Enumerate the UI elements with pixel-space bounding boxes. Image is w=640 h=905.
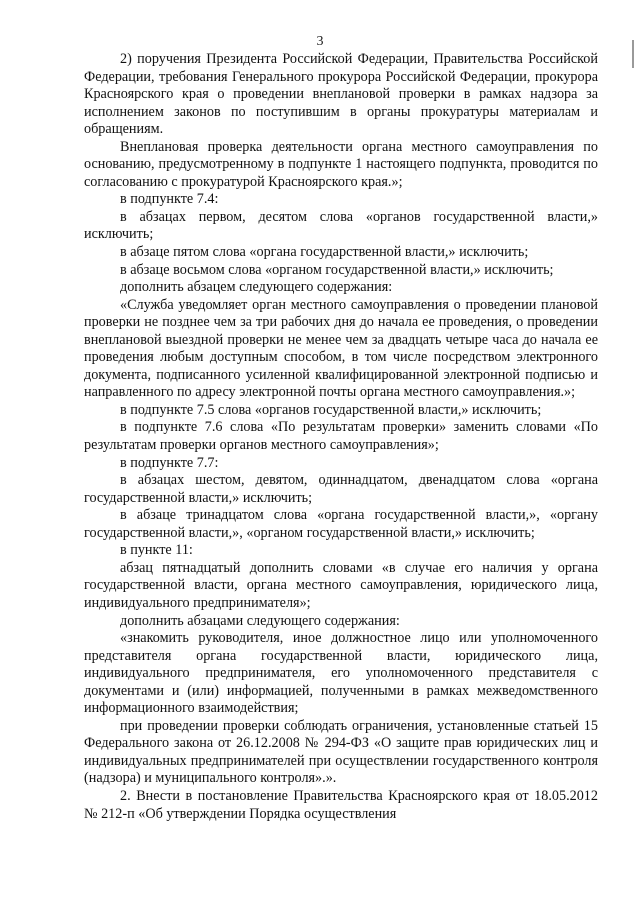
paragraph: в абзаце тринадцатом слова «органа государственной власти,», «органу государственной власти,», «органом государственной власти,» исключить; bbox=[84, 507, 598, 541]
paragraph: в абзацах первом, десятом слова «органов государственной власти,» исключить; bbox=[84, 208, 598, 243]
paragraph: при проведении проверки соблюдать ограничения, установленные статьей 15 Федерального закона от 26.12.2008 № 294-ФЗ «О защите прав юридических лиц и индивидуальных предпринимателей при осуществлении государственного контроля (надзора) и муниципального контроля».». bbox=[84, 717, 598, 787]
paragraph: в абзаце пятом слова «органа государственной власти,» исключить; bbox=[120, 244, 529, 261]
document-body bbox=[84, 51, 598, 823]
paragraph: абзац пятнадцатый дополнить словами «в случае его наличия у органа государственной власти, органа местного самоуправления, юридического лица, индивидуального предпринимателя»; bbox=[84, 559, 598, 611]
paragraph: в подпункте 7.6 слова «По результатам проверки» заменить словами «По результатам проверки органов местного самоуправления»; bbox=[84, 419, 598, 454]
paragraph: дополнить абзацем следующего содержания: bbox=[120, 279, 393, 296]
paragraph: в абзацах шестом, девятом, одиннадцатом, двенадцатом слова «органа государственной власти,» исключить; bbox=[84, 472, 598, 506]
paragraph: в абзаце восьмом слова «органом государственной власти,» исключить; bbox=[120, 261, 554, 278]
paragraph: 2. Внести в постановление Правительства Красноярского края от 18.05.2012 № 212-п «Об утверждении Порядка осуществления bbox=[84, 787, 598, 822]
paragraph: в подпункте 7.7: bbox=[120, 454, 219, 471]
paragraph: в подпункте 7.5 слова «органов государственной власти,» исключить; bbox=[120, 401, 542, 418]
paragraph: «Служба уведомляет орган местного самоуправления о проведении плановой проверки не позднее чем за три рабочих дня до начала ее проведения, о проведении внеплановой выездной проверки не менее чем за двадцать четыре часа до начала ее проведения любым доступным способом, в том числе посредством электронного документа, подписанного усиленной квалифицированной электронной подписью и направленного по адресу электронной почты органа местного самоуправления.»; bbox=[84, 296, 598, 401]
page-number: 3 bbox=[316, 34, 324, 49]
paragraph: Внеплановая проверка деятельности органа местного самоуправления по основанию, предусмотренному в подпункте 1 настоящего подпункта, проводится по согласованию с прокуратурой Красноярского края.»; bbox=[84, 138, 598, 190]
paragraph: в пункте 11: bbox=[120, 542, 193, 559]
paragraph: дополнить абзацами следующего содержания: bbox=[120, 612, 400, 629]
paragraph: 2) поручения Президента Российской Федерации, Правительства Российской Федерации, требования Генерального прокурора Российской Федерации, прокурора Красноярского края о проведении внеплановой проверки в рамках надзора за исполнением законов по поступившим в органы прокуратуры материалам и обращениям. bbox=[84, 51, 598, 138]
paragraph: в подпункте 7.4: bbox=[120, 191, 219, 208]
scan-edge-mark bbox=[632, 40, 634, 68]
paragraph: «знакомить руководителя, иное должностное лицо или уполномоченного представителя органа государственной власти, юридического лица, индивидуального предпринимателя, его уполномоченного представителя с документами и (или) информацией, полученными в рамках межведомственного информационного взаимодействия; bbox=[84, 630, 598, 717]
